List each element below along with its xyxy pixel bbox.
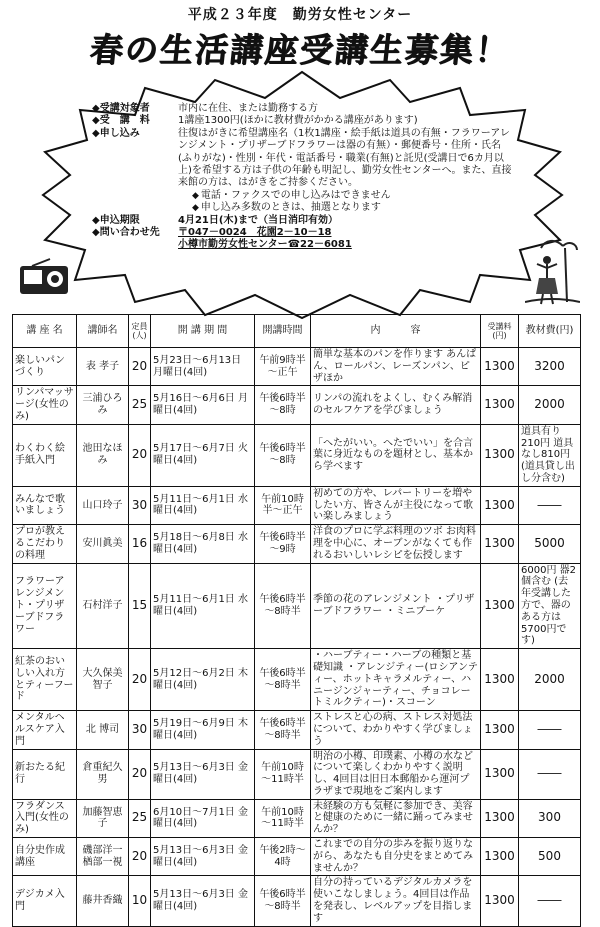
teacher-name: 池田なほみ bbox=[77, 424, 129, 486]
table-row bbox=[13, 711, 581, 749]
course-fee: 1300 bbox=[481, 649, 519, 711]
course-period: 5月23日～6月13日 月曜日(4回) bbox=[151, 348, 255, 386]
deadline-value: 4月21日(木)まで（当日消印有効） bbox=[178, 214, 339, 226]
material-fee: 3200 bbox=[519, 348, 581, 386]
teacher-name: 磯部洋一 楢部一視 bbox=[77, 838, 129, 876]
col-header-period: 開 講 期 間 bbox=[151, 315, 255, 348]
course-fee: 1300 bbox=[481, 711, 519, 749]
teacher-name: 加藤智恵子 bbox=[77, 799, 129, 837]
course-time: 午後6時半～8時半 bbox=[255, 876, 311, 926]
course-period: 5月13日～6月3日 金曜日(4回) bbox=[151, 749, 255, 799]
hula-dancer-illustration-icon bbox=[525, 236, 580, 306]
note-row-2 bbox=[92, 202, 512, 214]
material-fee: 2000 bbox=[519, 649, 581, 711]
course-name: フラワーアレンジメント・プリザーブドフラワー bbox=[13, 563, 77, 649]
course-content: 自分の持っているデジタルカメラを使いこなしましょう。4回目は作品を発表し、レベルアップを目指します bbox=[311, 876, 481, 926]
course-table bbox=[12, 314, 581, 927]
course-period: 6月10日～7月1日 金曜日(4回) bbox=[151, 799, 255, 837]
course-fee: 1300 bbox=[481, 348, 519, 386]
capacity: 25 bbox=[129, 799, 151, 837]
course-content: 簡単な基本のパンを作ります あんぱん、ロールパン、レーズンパン、ピザほか bbox=[311, 348, 481, 386]
note-row-1 bbox=[92, 190, 512, 202]
teacher-name: 安川眞美 bbox=[77, 525, 129, 563]
capacity: 20 bbox=[129, 424, 151, 486]
note-2: 申し込み多数のときは、抽選となります bbox=[200, 202, 381, 214]
course-content: 「へたがいい。へたでいい」を合言葉に身近なものを題材とし、基本から学べます bbox=[311, 424, 481, 486]
col-header-teacher: 講師名 bbox=[77, 315, 129, 348]
capacity: 20 bbox=[129, 838, 151, 876]
course-period: 5月19日～6月9日 木曜日(4回) bbox=[151, 711, 255, 749]
teacher-name: 藤井香織 bbox=[77, 876, 129, 926]
col-header-capacity: 定員(人) bbox=[129, 315, 151, 348]
material-fee: 6000円 器2個含む (去年受講した方で、器のある方は5700円です) bbox=[519, 563, 581, 649]
course-fee: 1300 bbox=[481, 424, 519, 486]
course-time: 午後6時半～8時 bbox=[255, 424, 311, 486]
course-time: 午後2時～4時 bbox=[255, 838, 311, 876]
course-time: 午後6時半～9時 bbox=[255, 525, 311, 563]
target-label: ◆受講対象者 bbox=[92, 103, 150, 114]
course-period: 5月13日～6月3日 金曜日(4回) bbox=[151, 838, 255, 876]
deadline-label: ◆申込期限 bbox=[92, 214, 140, 226]
contact-row bbox=[92, 227, 512, 239]
fee-value: 1講座1300円(ほかに教材費がかかる講座があります) bbox=[178, 115, 418, 127]
course-time: 午前9時半～正午 bbox=[255, 348, 311, 386]
course-fee: 1300 bbox=[481, 386, 519, 424]
table-header-row bbox=[13, 315, 581, 348]
table-row bbox=[13, 876, 581, 926]
teacher-name: 表 孝子 bbox=[77, 348, 129, 386]
table-row bbox=[13, 348, 581, 386]
course-time: 午後6時半～8時半 bbox=[255, 711, 311, 749]
course-period: 5月13日～6月3日 金曜日(4回) bbox=[151, 876, 255, 926]
course-period: 5月12日～6月2日 木曜日(4回) bbox=[151, 649, 255, 711]
teacher-name: 山口玲子 bbox=[77, 486, 129, 524]
table-row bbox=[13, 838, 581, 876]
teacher-name: 三浦ひろみ bbox=[77, 386, 129, 424]
course-name: リンパマッサージ(女性のみ) bbox=[13, 386, 77, 424]
course-fee: 1300 bbox=[481, 838, 519, 876]
material-fee: ―― bbox=[519, 876, 581, 926]
course-name: みんなで歌いましょう bbox=[13, 486, 77, 524]
course-time: 午後6時半～8時半 bbox=[255, 563, 311, 649]
teacher-name: 北 博司 bbox=[77, 711, 129, 749]
note-1: 電話・ファクスでの申し込みはできません bbox=[200, 189, 391, 201]
material-fee: 5000 bbox=[519, 525, 581, 563]
table-row bbox=[13, 649, 581, 711]
target-row bbox=[92, 103, 512, 115]
table-row bbox=[13, 424, 581, 486]
course-period: 5月18日～6月8日 水曜日(4回) bbox=[151, 525, 255, 563]
course-content: 季節の花のアレンジメント ・プリザーブドフラワー ・ミニブーケ bbox=[311, 563, 481, 649]
course-name: メンタルヘルスケア入門 bbox=[13, 711, 77, 749]
deadline-row bbox=[92, 215, 512, 227]
table-row bbox=[13, 486, 581, 524]
capacity: 30 bbox=[129, 486, 151, 524]
course-name: わくわく絵手紙入門 bbox=[13, 424, 77, 486]
table-row bbox=[13, 525, 581, 563]
material-fee: 300 bbox=[519, 799, 581, 837]
course-fee: 1300 bbox=[481, 525, 519, 563]
course-name: 自分史作成講座 bbox=[13, 838, 77, 876]
table-row bbox=[13, 563, 581, 649]
course-period: 5月11日～6月1日 水曜日(4回) bbox=[151, 486, 255, 524]
course-name: フラダンス入門(女性のみ) bbox=[13, 799, 77, 837]
radio-illustration-icon bbox=[18, 258, 70, 296]
course-name: 紅茶のおいしい入れ方とティーフード bbox=[13, 649, 77, 711]
course-fee: 1300 bbox=[481, 563, 519, 649]
capacity: 16 bbox=[129, 525, 151, 563]
capacity: 25 bbox=[129, 386, 151, 424]
course-content: ストレスと心の病、ストレス対処法について、わかりやすく学びましょう bbox=[311, 711, 481, 749]
course-name: 楽しいパンづくり bbox=[13, 348, 77, 386]
capacity: 20 bbox=[129, 649, 151, 711]
page-title: 春の生活講座受講生募集！ bbox=[87, 30, 512, 69]
course-content: 未経験の方も気軽に参加でき、美容と健康のために一緒に踊ってみませんか？ bbox=[311, 799, 481, 837]
header-subtitle: 平成２３年度 勤労女性センター bbox=[187, 7, 413, 23]
table-row bbox=[13, 749, 581, 799]
course-period: 5月17日～6月7日 火曜日(4回) bbox=[151, 424, 255, 486]
fee-row bbox=[92, 115, 512, 127]
course-period: 5月16日～6月6日 月曜日(4回) bbox=[151, 386, 255, 424]
target-value: 市内に在住、または勤務する方 bbox=[178, 103, 318, 114]
teacher-name: 倉重紀久男 bbox=[77, 749, 129, 799]
course-fee: 1300 bbox=[481, 799, 519, 837]
table-row bbox=[13, 386, 581, 424]
contact-org: 小樽市勤労女性センター☎22－6081 bbox=[178, 239, 352, 251]
course-content: 初めての方や、レパートリーを増やしたい方、皆さんが主役になって歌い楽しみましょう bbox=[311, 486, 481, 524]
course-content: 洋食のプロに学ぶ料理のツボ お肉料理を中心に、オーブンがなくても作れるおいしいレシピを伝授します bbox=[311, 525, 481, 563]
col-header-fee: 受講料(円) bbox=[481, 315, 519, 348]
course-content: ・ハーブティー・ハーブの種類と基礎知識 ・アレンジティー(ロシアンティー、ホットキャラメルティー、ハニージンジャーティー、チョコレートミルクティー)・スコーン bbox=[311, 649, 481, 711]
course-time: 午前10時～11時半 bbox=[255, 749, 311, 799]
apply-row bbox=[92, 128, 512, 190]
course-time: 午前10時～11時半 bbox=[255, 799, 311, 837]
course-content: リンパの流れをよくし、むくみ解消のセルフケアを学びましょう bbox=[311, 386, 481, 424]
material-fee: 2000 bbox=[519, 386, 581, 424]
course-name: デジカメ入門 bbox=[13, 876, 77, 926]
teacher-name: 大久保美智子 bbox=[77, 649, 129, 711]
course-fee: 1300 bbox=[481, 876, 519, 926]
table-row bbox=[13, 799, 581, 837]
course-time: 午前10時半～正午 bbox=[255, 486, 311, 524]
course-fee: 1300 bbox=[481, 486, 519, 524]
col-header-material: 教材費(円) bbox=[519, 315, 581, 348]
material-fee: 500 bbox=[519, 838, 581, 876]
capacity: 30 bbox=[129, 711, 151, 749]
col-header-content: 内 容 bbox=[311, 315, 481, 348]
course-name: プロが教えるこだわりの料理 bbox=[13, 525, 77, 563]
apply-label: ◆申し込み bbox=[92, 127, 140, 139]
fee-label: ◆受 講 料 bbox=[92, 115, 150, 127]
col-header-name: 講 座 名 bbox=[13, 315, 77, 348]
capacity: 10 bbox=[129, 876, 151, 926]
contact-value: 〒047－0024 花園2－10－18 bbox=[178, 227, 332, 239]
material-fee: ―― bbox=[519, 711, 581, 749]
material-fee: ―― bbox=[519, 749, 581, 799]
diamond-icon: ◆ bbox=[192, 203, 199, 214]
capacity: 20 bbox=[129, 348, 151, 386]
course-name: 新おたる紀行 bbox=[13, 749, 77, 799]
capacity: 20 bbox=[129, 749, 151, 799]
col-header-time: 開講時間 bbox=[255, 315, 311, 348]
course-fee: 1300 bbox=[481, 749, 519, 799]
course-time: 午後6時半～8時 bbox=[255, 386, 311, 424]
material-fee: 道具有り210円 道具なし810円 (道具貸し出し分含む) bbox=[519, 424, 581, 486]
diamond-icon: ◆ bbox=[192, 190, 199, 201]
course-time: 午後6時半～8時半 bbox=[255, 649, 311, 711]
course-period: 5月11日～6月1日 水曜日(4回) bbox=[151, 563, 255, 649]
apply-value: 往復はがきに希望講座名（1枚1講座・絵手紙は道具の有無・フラワーアレンジメント・プリザーブドフラワーは器の有無）・郵便番号・住所・氏名(ふりがな)・性別・年代・電話番号・職業(有無)と託児(受講日で6カ月以上)を希望する方は子供の年齢も明記し、勤労女性センターへ。また、直接来館の方は、はがきをご持参ください。 bbox=[178, 127, 512, 189]
teacher-name: 石村洋子 bbox=[77, 563, 129, 649]
course-content: 明治の小樽、印璞素、小樽の水などについて楽しくわかりやすく説明し、4回目は旧日本郵船から運河プラザまで現地をご案内します bbox=[311, 749, 481, 799]
capacity: 15 bbox=[129, 563, 151, 649]
course-content: これまでの自分の歩みを振り返りながら、あなたも自分史をまとめてみませんか？ bbox=[311, 838, 481, 876]
material-fee: ―― bbox=[519, 486, 581, 524]
contact-label: ◆問い合わせ先 bbox=[92, 227, 160, 239]
info-block bbox=[92, 103, 512, 252]
